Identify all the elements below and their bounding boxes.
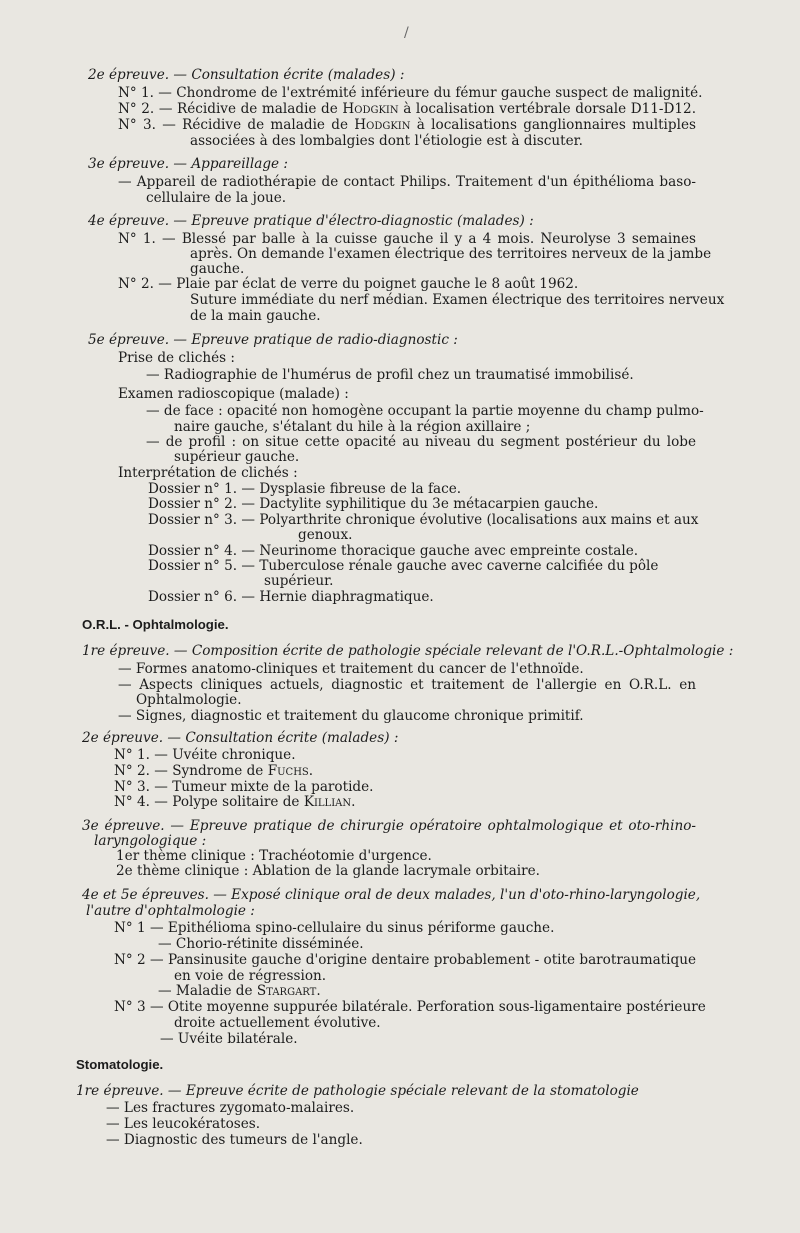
text-line: supérieur gauche. bbox=[174, 449, 300, 465]
text-line: N° 3. — Récidive de maladie de Hodgkin à localisations ganglionnaires multiples bbox=[118, 117, 696, 133]
text-line: N° 3 — Otite moyenne suppurée bilatérale. Perforation sous-ligamentaire postérieure bbox=[114, 999, 706, 1015]
section-heading: 2e épreuve. — Consultation écrite (malades) : bbox=[82, 730, 399, 746]
text-line: supérieur. bbox=[264, 573, 334, 589]
text-line: associées à des lombalgies dont l'étiologie est à discuter. bbox=[190, 133, 583, 149]
text-line: Dossier n° 1. — Dysplasie fibreuse de la face. bbox=[148, 481, 462, 497]
section-heading: 4e et 5e épreuves. — Exposé clinique oral de deux malades, l'un d'oto-rhino-laryngologie, bbox=[82, 887, 701, 903]
text-line: — Les leucokératoses. bbox=[106, 1116, 261, 1132]
text-line: — Chorio-rétinite disséminée. bbox=[158, 936, 364, 952]
text-line: — Diagnostic des tumeurs de l'angle. bbox=[106, 1132, 363, 1148]
text-line: N° 2. — Syndrome de Fuchs. bbox=[114, 763, 314, 779]
section-heading: l'autre d'ophtalmologie : bbox=[86, 903, 255, 919]
page-mark: / bbox=[404, 25, 409, 41]
text-line: — Aspects cliniques actuels, diagnostic et traitement de l'allergie en O.R.L. en bbox=[118, 677, 696, 693]
chapter-heading: Stomatologie. bbox=[76, 1057, 164, 1072]
text-line: naire gauche, s'étalant du hile à la région axillaire ; bbox=[174, 419, 531, 435]
text-line: — Appareil de radiothérapie de contact Philips. Traitement d'un épithélioma baso- bbox=[118, 174, 696, 190]
text-line: Interprétation de clichés : bbox=[118, 465, 298, 481]
text-line: Dossier n° 6. — Hernie diaphragmatique. bbox=[148, 589, 434, 605]
text-line: cellulaire de la joue. bbox=[146, 190, 287, 206]
text-line: après. On demande l'examen électrique des territoires nerveux de la jambe bbox=[190, 246, 712, 262]
text-line: 1er thème clinique : Trachéotomie d'urgence. bbox=[116, 848, 432, 864]
text-line: — Signes, diagnostic et traitement du glaucome chronique primitif. bbox=[118, 708, 584, 724]
text-line: N° 1. — Chondrome de l'extrémité inférieure du fémur gauche suspect de malignité. bbox=[118, 85, 703, 101]
section-heading: 3e épreuve. — Epreuve pratique de chirurgie opératoire ophtalmologique et oto-rhino- bbox=[82, 818, 696, 834]
text-line: N° 1 — Epithélioma spino-cellulaire du sinus périforme gauche. bbox=[114, 920, 555, 936]
text-line: — Les fractures zygomato-malaires. bbox=[106, 1100, 355, 1116]
text-line: Dossier n° 4. — Neurinome thoracique gauche avec empreinte costale. bbox=[148, 543, 639, 559]
text-line: Dossier n° 3. — Polyarthrite chronique évolutive (localisations aux mains et aux bbox=[148, 512, 699, 528]
chapter-heading: O.R.L. - Ophtalmologie. bbox=[82, 617, 229, 632]
text-line: 2e thème clinique : Ablation de la glande lacrymale orbitaire. bbox=[116, 863, 540, 879]
section-heading: laryngologique : bbox=[94, 833, 207, 849]
text-line: droite actuellement évolutive. bbox=[174, 1015, 381, 1031]
section-heading: 1re épreuve. — Epreuve écrite de pathologie spéciale relevant de la stomatologie bbox=[76, 1083, 639, 1099]
section-heading: 2e épreuve. — Consultation écrite (malades) : bbox=[88, 67, 405, 83]
text-line: N° 2. — Plaie par éclat de verre du poignet gauche le 8 août 1962. bbox=[118, 276, 579, 292]
section-heading: 5e épreuve. — Epreuve pratique de radio-diagnostic : bbox=[88, 332, 458, 348]
text-line: gauche. bbox=[190, 261, 245, 277]
text-line: — Radiographie de l'humérus de profil chez un traumatisé immobilisé. bbox=[146, 367, 634, 383]
text-line: de la main gauche. bbox=[190, 308, 321, 324]
text-line: Suture immédiate du nerf médian. Examen électrique des territoires nerveux bbox=[190, 292, 725, 308]
section-heading: 3e épreuve. — Appareillage : bbox=[88, 156, 289, 172]
text-line: Prise de clichés : bbox=[118, 350, 236, 366]
section-heading: 4e épreuve. — Epreuve pratique d'électro-diagnostic (malades) : bbox=[88, 213, 534, 229]
text-line: N° 1. — Uvéite chronique. bbox=[114, 747, 296, 763]
text-line: — Maladie de Stargart. bbox=[158, 983, 321, 999]
text-line: Examen radioscopique (malade) : bbox=[118, 386, 349, 402]
text-line: Dossier n° 5. — Tuberculose rénale gauche avec caverne calcifiée du pôle bbox=[148, 558, 659, 574]
text-line: N° 2 — Pansinusite gauche d'origine dentaire probablement - otite barotraumatique bbox=[114, 952, 696, 968]
text-line: N° 4. — Polype solitaire de Killian. bbox=[114, 794, 356, 810]
text-line: Dossier n° 2. — Dactylite syphilitique du 3e métacarpien gauche. bbox=[148, 496, 599, 512]
text-line: N° 1. — Blessé par balle à la cuisse gauche il y a 4 mois. Neurolyse 3 semaines bbox=[118, 231, 696, 247]
section-heading: 1re épreuve. — Composition écrite de pathologie spéciale relevant de l'O.R.L.-Ophtalmologie : bbox=[82, 643, 734, 659]
text-line: — Uvéite bilatérale. bbox=[160, 1031, 298, 1047]
text-line: en voie de régression. bbox=[174, 968, 327, 984]
text-line: N° 2. — Récidive de maladie de Hodgkin à localisation vertébrale dorsale D11-D12. bbox=[118, 101, 697, 117]
text-line: genoux. bbox=[298, 527, 353, 543]
text-line: — de face : opacité non homogène occupant la partie moyenne du champ pulmo- bbox=[146, 403, 704, 419]
text-line: Ophtalmologie. bbox=[136, 692, 242, 708]
text-line: — Formes anatomo-cliniques et traitement du cancer de l'ethnoïde. bbox=[118, 661, 584, 677]
text-line: N° 3. — Tumeur mixte de la parotide. bbox=[114, 779, 374, 795]
text-line: — de profil : on situe cette opacité au niveau du segment postérieur du lobe bbox=[146, 434, 696, 450]
